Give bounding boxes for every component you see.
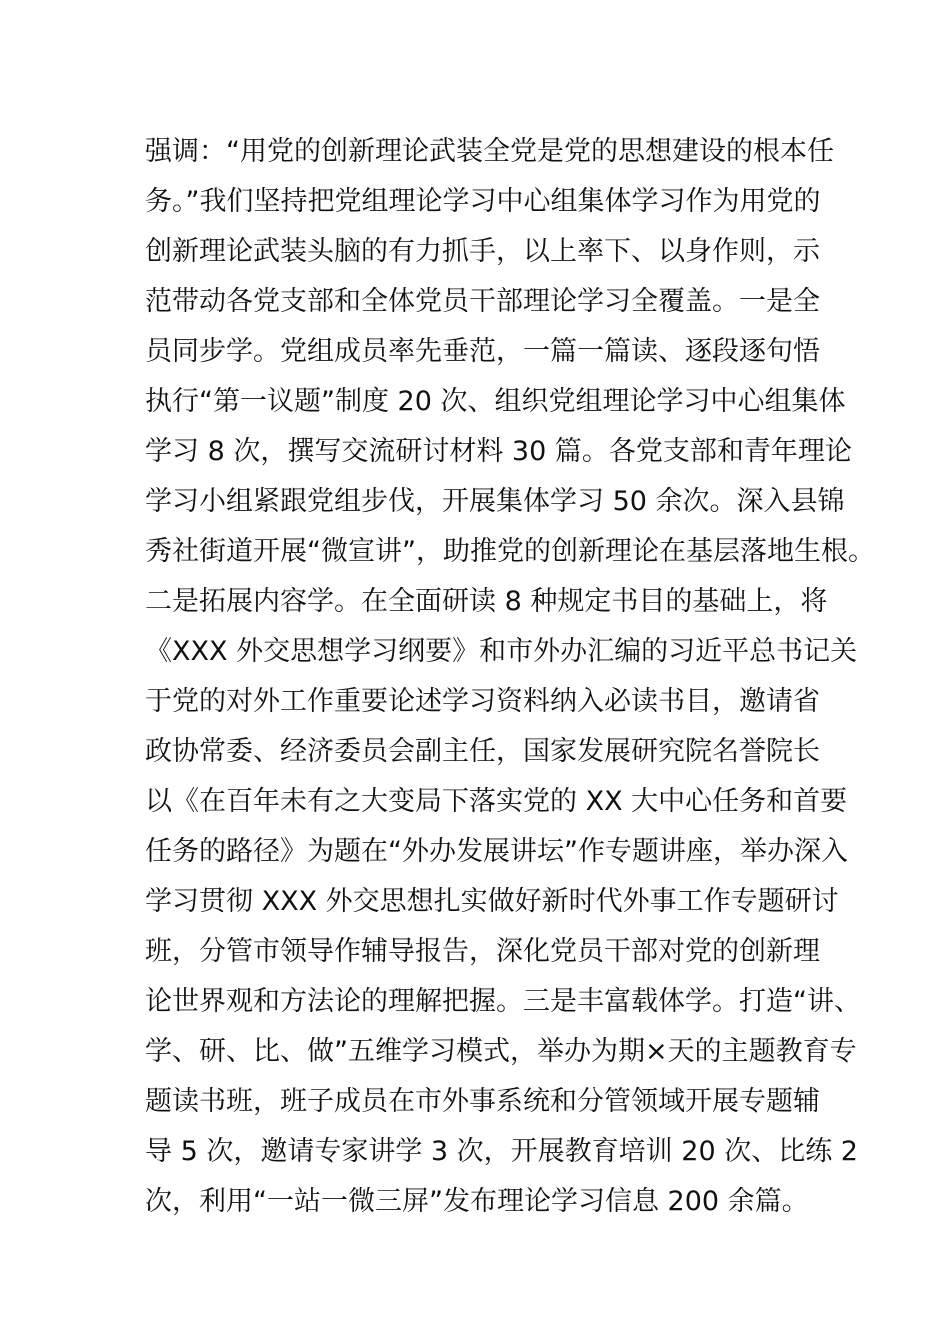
text-line: 政协常委、经济委员会副主任，国家发展研究院名誉院长 xyxy=(145,736,820,767)
text-line: 创新理论武装头脑的有力抓手，以上率下、以身作则，示 xyxy=(145,236,820,267)
text-line: 学习 8 次，撰写交流研讨材料 30 篇。各党支部和青年理论 xyxy=(145,436,852,467)
text-line: 员同步学。党组成员率先垂范，一篇一篇读、逐段逐句悟 xyxy=(145,336,820,367)
text-line: 执行“第一议题”制度 20 次、组织党组理论学习中心组集体 xyxy=(145,386,846,417)
text-line: 论世界观和方法论的理解把握。三是丰富载体学。打造“讲、 xyxy=(145,986,861,1017)
text-line: 学习贯彻 XXX 外交思想扎实做好新时代外事工作专题研讨 xyxy=(145,886,839,917)
body-paragraph xyxy=(145,127,875,1227)
text-line: 学习小组紧跟党组步伐，开展集体学习 50 余次。深入县锦 xyxy=(145,486,845,517)
text-line: 范带动各党支部和全体党员干部理论学习全覆盖。一是全 xyxy=(145,286,820,317)
text-line: 以《在百年未有之大变局下落实党的 XX 大中心任务和首要 xyxy=(145,786,848,817)
text-line: 秀社街道开展“微宣讲”，助推党的创新理论在基层落地生根。 xyxy=(145,536,875,567)
text-line: 班，分管市领导作辅导报告，深化党员干部对党的创新理 xyxy=(145,936,820,967)
text-line: 务。”我们坚持把党组理论学习中心组集体学习作为用党的 xyxy=(145,186,821,217)
text-line: 题读书班，班子成员在市外事系统和分管领域开展专题辅 xyxy=(145,1086,820,1117)
text-line: 强调：“用党的创新理论武装全党是党的思想建设的根本任 xyxy=(145,136,834,167)
text-line: 于党的对外工作重要论述学习资料纳入必读书目，邀请省 xyxy=(145,686,820,717)
text-line: 学、研、比、做”五维学习模式，举办为期×天的主题教育专 xyxy=(145,1036,857,1067)
text-line: 二是拓展内容学。在全面研读 8 种规定书目的基础上，将 xyxy=(145,586,828,617)
text-line: 次，利用“一站一微三屏”发布理论学习信息 200 余篇。 xyxy=(145,1186,809,1217)
text-line: 任务的路径》为题在“外办发展讲坛”作专题讲座，举办深入 xyxy=(145,836,848,867)
text-line: 《XXX 外交思想学习纲要》和市外办汇编的习近平总书记关 xyxy=(145,636,858,667)
text-line: 导 5 次，邀请专家讲学 3 次，开展教育培训 20 次、比练 2 xyxy=(145,1136,858,1167)
